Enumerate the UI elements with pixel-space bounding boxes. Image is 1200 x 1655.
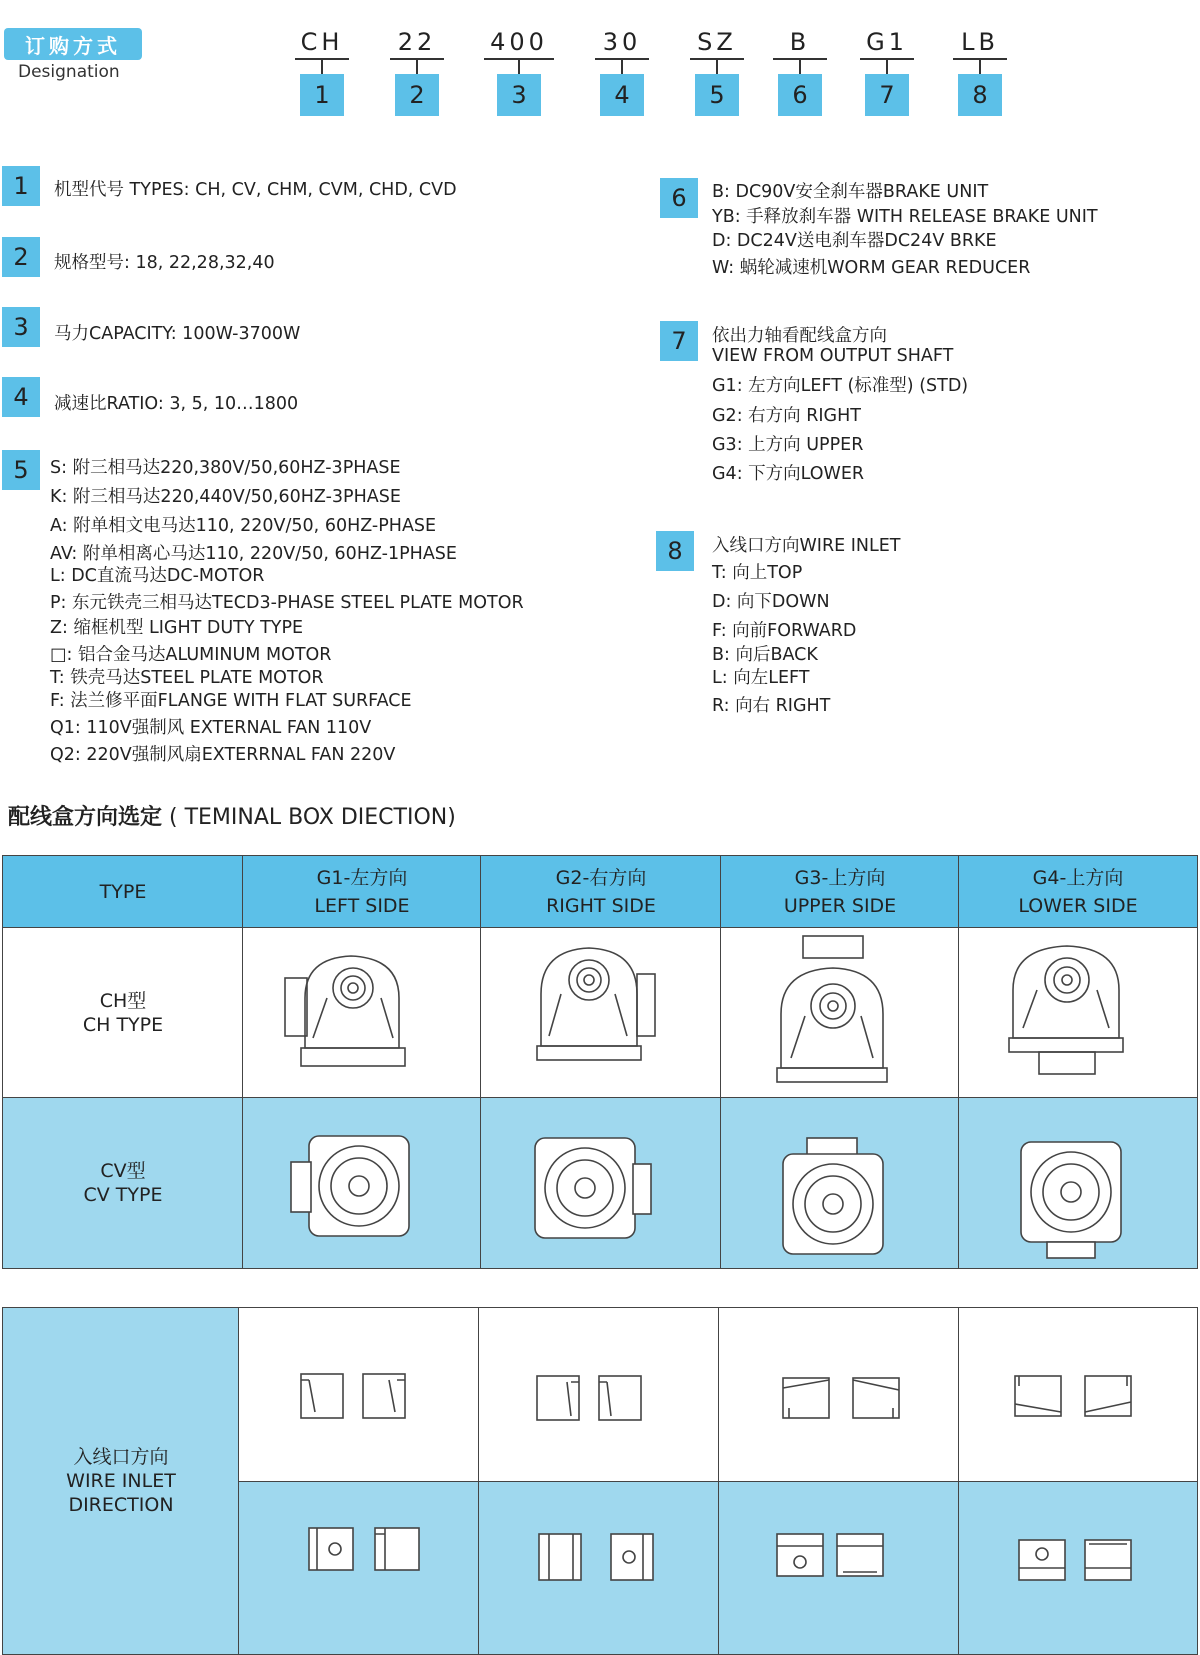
row-label-ch [2,927,244,1099]
row-label-cn: CH型 [99,990,147,1012]
code-column-1 [292,28,352,116]
code-column-6 [770,28,830,116]
section-7-line: G1: 左方向LEFT (标准型) (STD) [712,376,969,396]
col-header-en: LEFT SIDE [314,895,410,917]
section-6-line: W: 蜗轮减速机WORM GEAR REDUCER [712,258,1031,278]
wire-box-pair-drawing [479,1308,717,1480]
wire-box-pair-drawing [959,1308,1195,1480]
row-label-cn: CV型 [100,1160,146,1182]
col-header-en: RIGHT SIDE [546,895,656,917]
ch-lower-drawing [959,928,1195,1096]
code-number-badge: 1 [300,74,344,116]
section-8-line: D: 向下DOWN [712,592,830,612]
col-header-cn: G1-左方向 [316,867,408,889]
code-stem [416,60,418,74]
code-column-4 [592,28,652,116]
wire-g3-bottom-cell [718,1481,960,1655]
wire-g4-bottom-cell [958,1481,1198,1655]
section-number-7: 7 [660,321,698,361]
section-1-line: 机型代号 TYPES: CH, CV, CHM, CVM, CHD, CVD [54,180,457,200]
wire-box-pair-drawing [239,1482,477,1652]
section-5-line: F: 法兰修平面FLANGE WITH FLAT SURFACE [50,691,412,711]
section-3-line: 马力CAPACITY: 100W-3700W [54,324,301,344]
wire-g2-bottom-cell [478,1481,720,1655]
section-5-line: K: 附三相马达220,440V/50,60HZ-3PHASE [50,487,401,507]
section-number-1: 1 [2,166,40,206]
wire-box-pair-drawing [719,1308,957,1480]
section-5-line: □: 铝合金马达ALUMINUM MOTOR [50,645,332,665]
cv-lower-drawing [959,1098,1195,1266]
table-title [8,800,456,831]
code-value: 22 [397,28,437,56]
section-8-line: R: 向右 RIGHT [712,696,831,716]
code-number-badge: 5 [695,74,739,116]
section-6-line: B: DC90V安全刹车器BRAKE UNIT [712,182,989,202]
code-column-8 [950,28,1010,116]
cv-g1-cell [242,1097,482,1269]
code-value: 30 [602,28,642,56]
cv-left-drawing [243,1098,479,1266]
row-label-cv [2,1097,244,1269]
code-number-badge: 8 [958,74,1002,116]
cv-g2-cell [480,1097,722,1269]
section-5-line: AV: 附单相离心马达110, 220V/50, 60HZ-1PHASE [50,544,457,564]
section-7-line: G3: 上方向 UPPER [712,435,864,455]
section-number-5: 5 [2,450,40,490]
row-label-line: 入线口方向 [73,1446,169,1468]
table-title-en: ( TEMINAL BOX DIECTION) [169,805,456,830]
section-7-line: 依出力轴看配线盒方向 [712,326,887,346]
col-header-en: UPPER SIDE [783,895,897,917]
section-5-line: P: 东元铁壳三相马达TECD3-PHASE STEEL PLATE MOTOR [50,593,524,613]
section-8-line: F: 向前FORWARD [712,621,857,641]
section-8-line: L: 向左LEFT [712,668,810,688]
section-5-line: A: 附单相文电马达110, 220V/50, 60HZ-PHASE [50,516,437,536]
section-8-line: B: 向后BACK [712,645,818,665]
section-4-line: 减速比RATIO: 3, 5, 10…1800 [54,394,299,414]
section-7-line: G2: 右方向 RIGHT [712,406,861,426]
section-7-line: VIEW FROM OUTPUT SHAFT [712,346,954,366]
section-6-line: D: DC24V送电刹车器DC24V BRKE [712,231,997,251]
row-label-line: WIRE INLET [66,1470,176,1492]
code-column-2 [387,28,447,116]
wire-g1-bottom-cell [238,1481,480,1655]
wire-g4-top-cell [958,1307,1198,1483]
section-number-6: 6 [660,178,698,218]
cv-g4-cell [958,1097,1198,1269]
section-number-2: 2 [2,237,40,277]
ch-g3-cell [720,927,960,1099]
code-number-badge: 3 [497,74,541,116]
col-header-cn: G2-右方向 [555,867,647,889]
wire-g2-top-cell [478,1307,720,1483]
col-header-cn: G3-上方向 [794,867,886,889]
section-5-line: Z: 缩框机型 LIGHT DUTY TYPE [50,618,304,638]
table-type-header [2,855,244,929]
code-column-7 [857,28,917,116]
col-header-cn: G4-上方向 [1032,867,1124,889]
ch-g4-cell [958,927,1198,1099]
code-stem [321,60,323,74]
wire-box-pair-drawing [719,1482,957,1652]
code-value: 400 [490,28,548,56]
code-value: CH [300,28,344,56]
code-stem [886,60,888,74]
section-number-3: 3 [2,307,40,347]
section-7-line: G4: 下方向LOWER [712,464,865,484]
section-5-line: S: 附三相马达220,380V/50,60HZ-3PHASE [50,458,401,478]
code-stem [979,60,981,74]
code-value: B [789,28,811,56]
code-number-badge: 2 [395,74,439,116]
code-stem [799,60,801,74]
section-6-line: YB: 手释放刹车器 WITH RELEASE BRAKE UNIT [712,207,1098,227]
col-header-en: LOWER SIDE [1018,895,1138,917]
code-number-badge: 4 [600,74,644,116]
row-label-en: CH TYPE [82,1014,164,1036]
wire-g3-top-cell [718,1307,960,1483]
wire-box-pair-drawing [239,1308,477,1480]
code-column-5 [687,28,747,116]
ch-g1-cell [242,927,482,1099]
ch-left-drawing [243,928,479,1096]
section-5-line: Q2: 220V强制风扇EXTERRNAL FAN 220V [50,745,396,765]
table-col-header-g2 [480,855,722,929]
designation-title: 订购方式 [4,28,142,60]
table-col-header-g1 [242,855,482,929]
code-value: SZ [697,28,737,56]
row-label-wire-inlet [2,1307,240,1655]
section-number-4: 4 [2,377,40,417]
row-label-line: DIRECTION [68,1494,174,1516]
type-header-label: TYPE [99,881,147,903]
code-value: G1 [866,28,908,56]
row-label-en: CV TYPE [83,1184,163,1206]
table-col-header-g4 [958,855,1198,929]
code-number-badge: 6 [778,74,822,116]
section-5-line: Q1: 110V强制风 EXTERNAL FAN 110V [50,718,372,738]
cv-upper-drawing [721,1098,957,1266]
section-5-line: T: 铁壳马达STEEL PLATE MOTOR [50,668,324,688]
section-8-line: 入线口方向WIRE INLET [712,536,901,556]
wire-box-pair-drawing [479,1482,717,1652]
cv-g3-cell [720,1097,960,1269]
ch-g2-cell [480,927,722,1099]
section-number-8: 8 [656,531,694,571]
section-8-line: T: 向上TOP [712,563,803,583]
designation-subtitle: Designation [18,62,120,82]
code-stem [716,60,718,74]
code-value: LB [961,28,999,56]
wire-g1-top-cell [238,1307,480,1483]
code-number-badge: 7 [865,74,909,116]
cv-right-drawing [481,1098,719,1266]
ch-upper-drawing [721,928,957,1096]
ch-right-drawing [481,928,719,1096]
section-2-line: 规格型号: 18, 22,28,32,40 [54,253,275,273]
table-title-cn: 配线盒方向选定 [8,805,163,830]
code-column-3 [480,28,558,116]
table-col-header-g3 [720,855,960,929]
code-stem [621,60,623,74]
wire-box-pair-drawing [959,1482,1195,1652]
section-5-line: L: DC直流马达DC-MOTOR [50,566,265,586]
code-stem [518,60,520,74]
